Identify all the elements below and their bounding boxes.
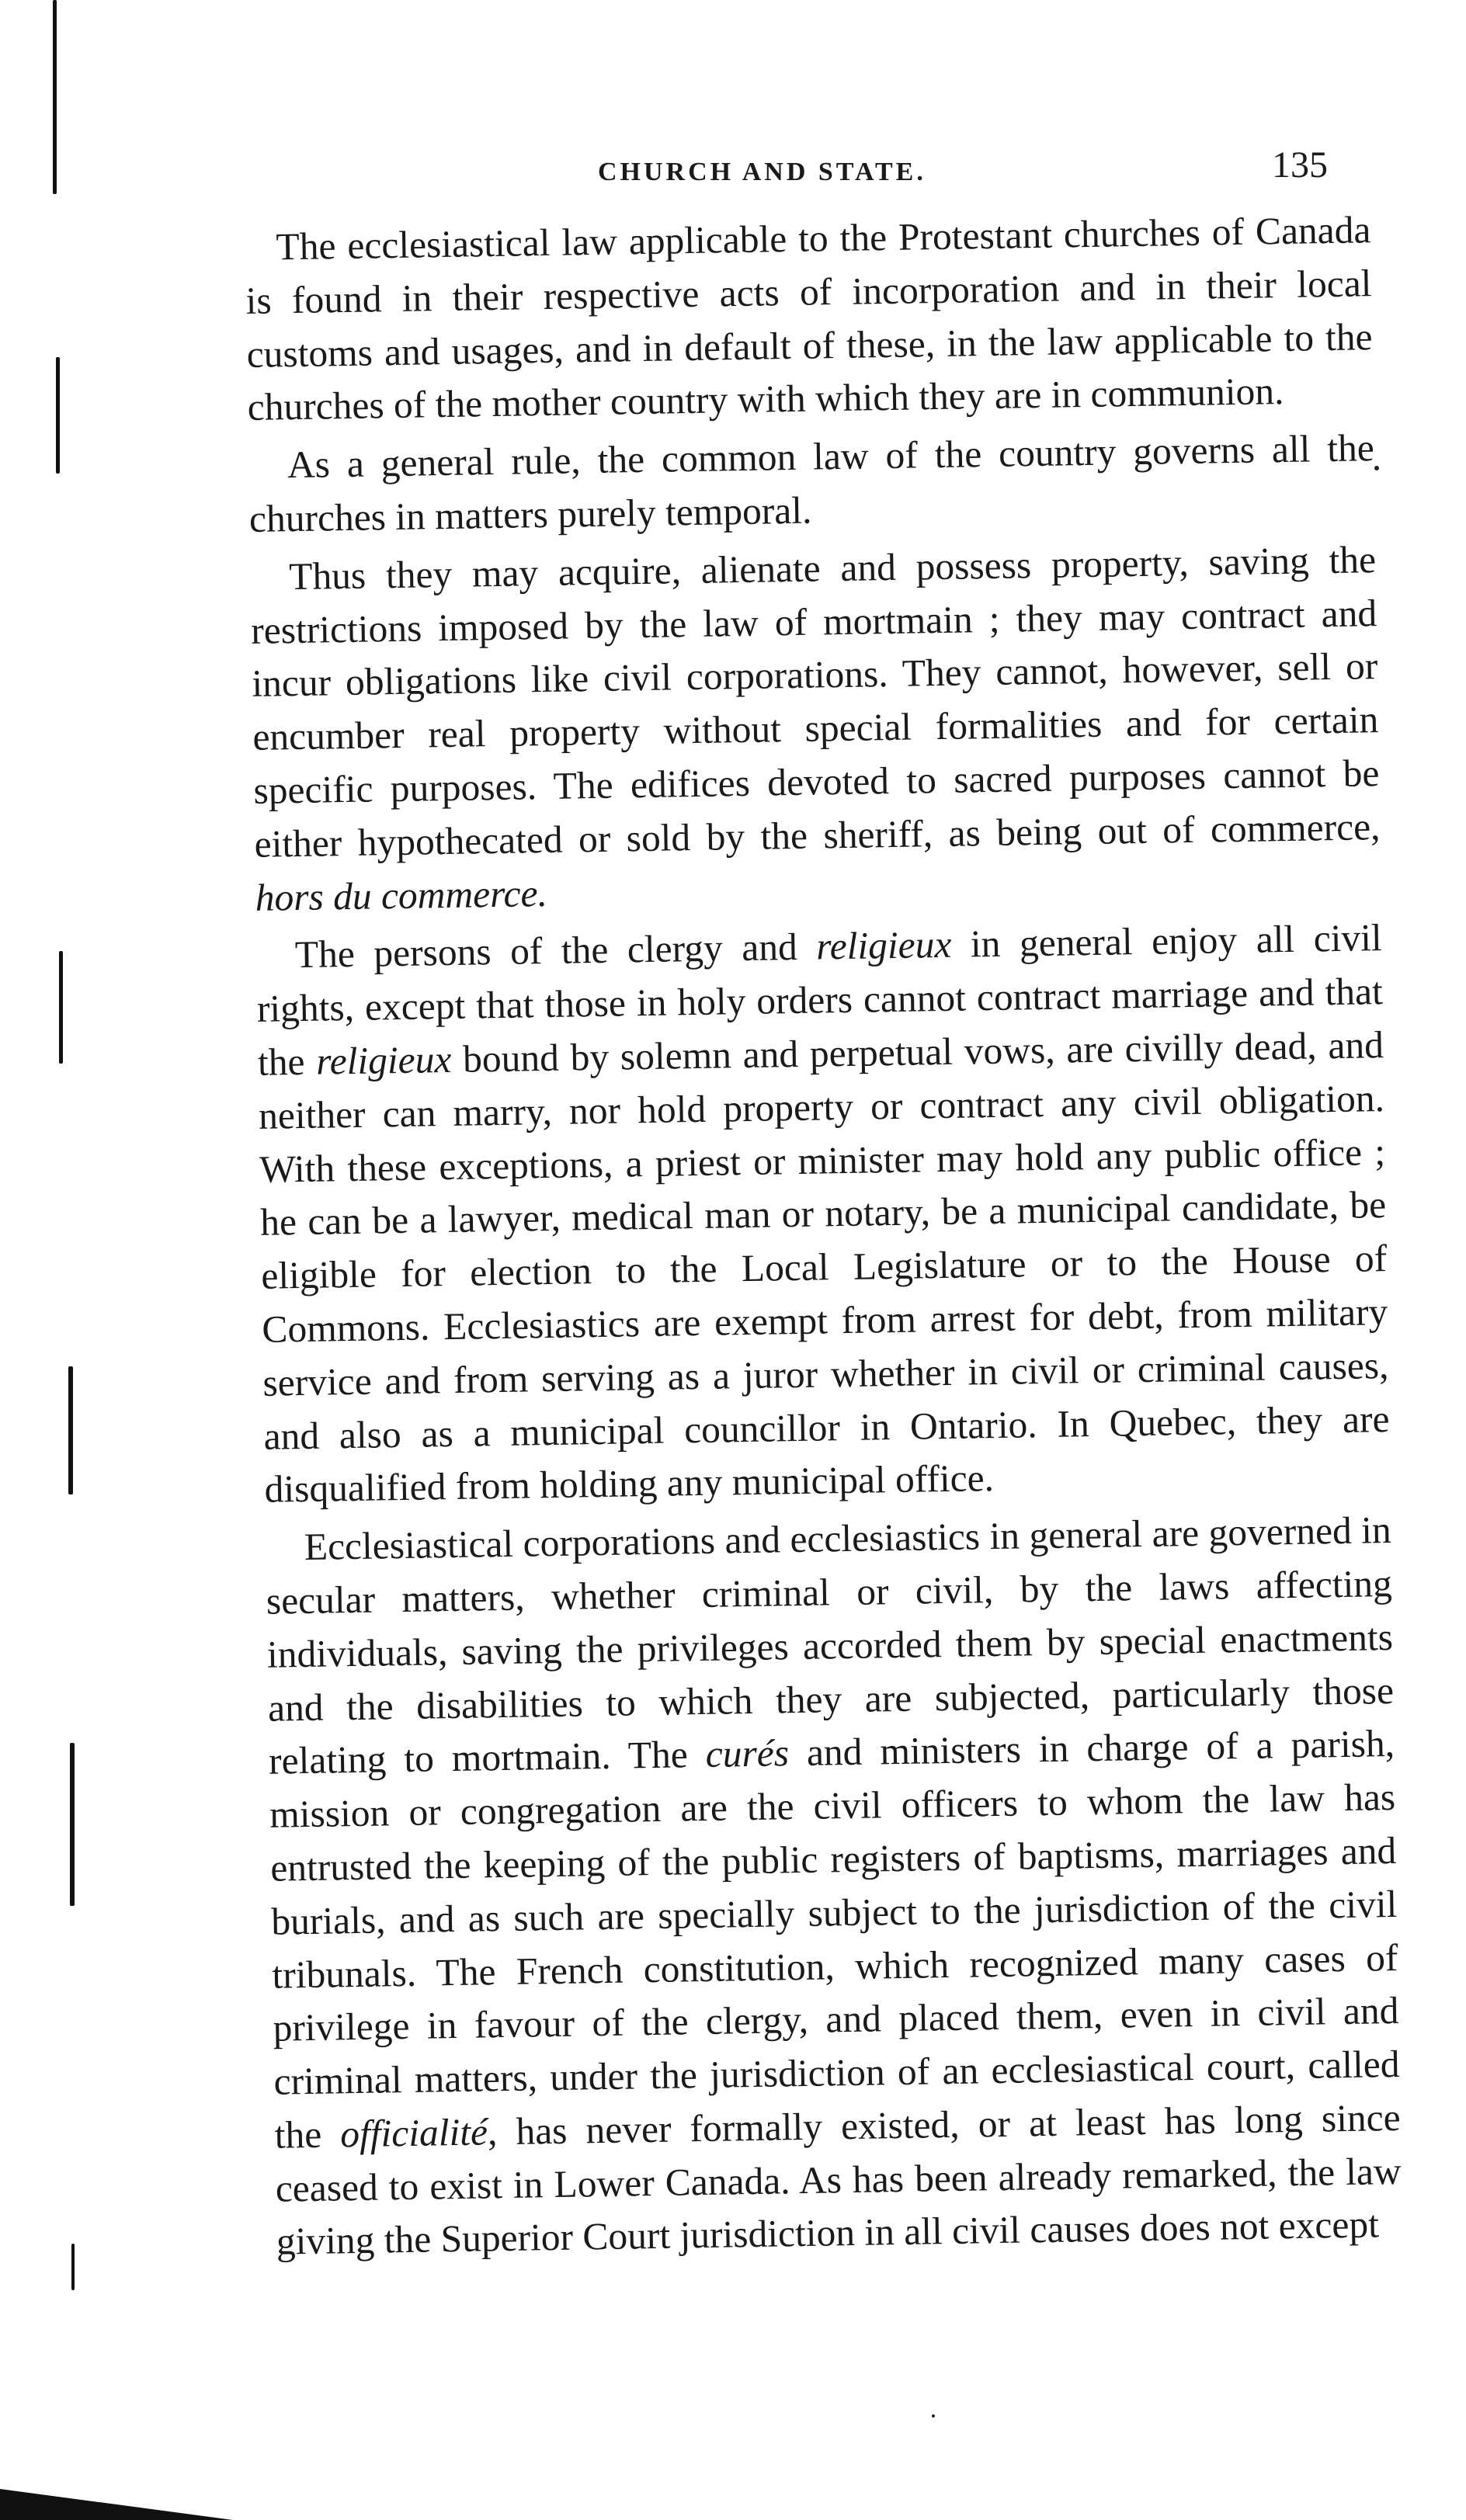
page-number: 135 — [1272, 144, 1328, 186]
speck — [1374, 466, 1379, 470]
scan-edge-mark — [59, 951, 63, 1064]
text-run: The ecclesiastical law applicable to the Protestant churches of Canada is found in their respective acts of incorporation and in their local customs and usages, and in default of these, in the law applicable to the churches of the mother country with which they are in communion. — [245, 208, 1373, 429]
italic-text: officialité — [339, 2110, 488, 2156]
corner-shadow — [0, 2450, 233, 2520]
scan-edge-mark — [53, 0, 57, 194]
scan-edge-mark — [71, 2244, 75, 2290]
paragraph — [245, 203, 1374, 435]
text-run: Thus they may acquire, alienate and possess property, saving the restrictions imposed by the law of mortmain ; they may contract and incur obligations like civil corporations. They cannot, however, sell or encumber real property without special formalities and for certain specific purposes. The edifices devoted to sacred purposes cannot be either hypothecated or sold by the sheriff, as being out of commerce, — [250, 537, 1381, 866]
body-text — [245, 203, 1402, 2274]
italic-text: religieux — [315, 1037, 452, 1083]
page-header — [256, 144, 1367, 206]
running-title: CHURCH AND STATE. — [598, 158, 926, 186]
text-run: As a general rule, the common law of the country governs all the churches in matters purely temporal. — [248, 426, 1375, 540]
text-run: and ministers in charge of a parish, mission or congregation are the civil officers to whom the law has entrusted the keeping of the public registers of baptisms, marriages and burials, and as such are specially subject to the jurisdiction of the civil tribunals. The French constitution, which recognized many cases of privilege in favour of the clergy, and placed them, even in civil and criminal matters, under the jurisdiction of an ecclesiastical court, called the — [269, 1722, 1400, 2157]
italic-text: religieux — [815, 923, 952, 968]
paragraph — [265, 1504, 1402, 2269]
italic-text: hors du commerce. — [255, 871, 548, 919]
scan-edge-mark — [70, 1743, 75, 1906]
italic-text: curés — [705, 1731, 790, 1776]
text-run: Ecclesiastical corporations and ecclesiastics in general are governed in secular matters, whether criminal or civil, by the laws affecting individuals, saving the privileges accorded them by special enactments and the disabilities to which they are subjected, particularly those relating to mortmain. The — [266, 1508, 1395, 1783]
paragraph — [250, 533, 1381, 925]
paragraph — [248, 422, 1375, 546]
paragraph — [255, 911, 1391, 1516]
text-run: The persons of the clergy and — [294, 925, 817, 977]
scan-edge-mark — [56, 357, 60, 474]
text-run: in general enjoy all civil rights, except that those in holy orders cannot contract marriage and that the — [256, 916, 1384, 1084]
text-run: , has never formally existed, or at least has long since ceased to exist in Lower Canada. As has been already remarked, the law giving the Superior Court jurisdiction in all civil causes does not except — [275, 2095, 1402, 2264]
speck — [932, 2414, 935, 2418]
text-run: bound by solemn and perpetual vows, are civilly dead, and neither can marry, nor hold property or contract any civil obligation. With these exceptions, a priest or minister may hold any public office ; he can be a lawyer, medical man or notary, be a municipal candidate, be eligible for election to the Local Legislature or to the House of Commons. Ecclesiastics are exempt from arrest for debt, from military service and from serving as a juror whether in civil or criminal causes, and also as a municipal councillor in Ontario. In Quebec, they are disqualified from holding any municipal office. — [258, 1023, 1390, 1512]
scan-edge-mark — [68, 1366, 73, 1494]
